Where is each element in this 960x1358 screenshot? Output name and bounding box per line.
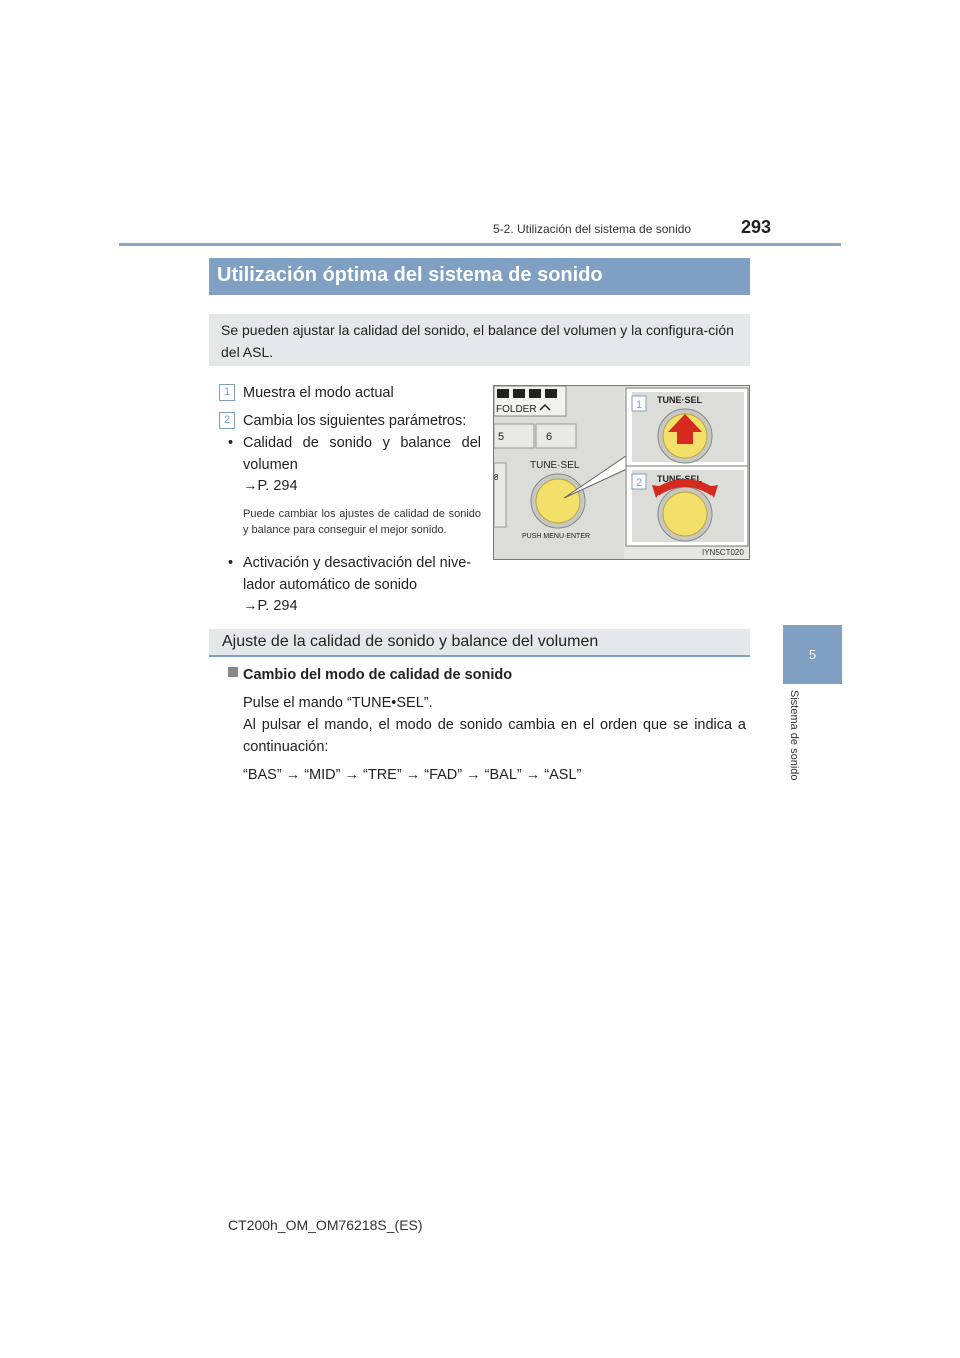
bullet-marker: • [228, 555, 234, 571]
bullet-text-2: Activación y desactivación del nive-lador automático de sonido [243, 555, 472, 593]
knob [536, 479, 580, 523]
topic-heading: Cambio del modo de calidad de sonido [243, 667, 513, 683]
square-bullet-icon [228, 667, 238, 677]
folder-label: FOLDER [496, 404, 537, 415]
chapter-tab [783, 625, 842, 684]
push-label: PUSH MENU·ENTER [522, 533, 591, 540]
subsection-title: Ajuste de la calidad de sonido y balance del volumen [209, 629, 750, 657]
preset-left-label: 8 [494, 473, 499, 482]
item-number-1: 1 [219, 384, 235, 401]
callout-number-1: 1 [636, 399, 643, 411]
mode-sequence: “BAS” → “MID” → “TRE” → “FAD” → “BAL” → “ASL” [243, 767, 582, 783]
footer-code: CT200h_OM_OM76218S_(ES) [228, 1217, 423, 1233]
callout-label-2: TUNE·SEL [657, 474, 702, 484]
intro-box [209, 314, 750, 366]
preset-button [536, 424, 576, 448]
display-segment [529, 389, 541, 398]
section-title: Utilización óptima del sistema de sonido [209, 258, 750, 295]
preset-6-label: 6 [546, 431, 553, 443]
display-segment [497, 389, 509, 398]
bullet-note-1: Puede cambiar los ajustes de calidad de sonido y balance para conseguir el mejor sonido. [243, 508, 481, 536]
topic-line-1: Pulse el mando “TUNE•SEL”. [243, 695, 433, 711]
preset-5-label: 5 [498, 431, 505, 443]
chapter-number: 5 [808, 647, 817, 662]
bullet-marker: • [228, 435, 234, 451]
intro-text: Se pueden ajustar la calidad del sonido, el balance del volumen y la configura-ción del ASL. [221, 322, 734, 360]
figure-code: IYN5CT020 [702, 548, 744, 557]
running-header-section: 5-2. Utilización del sistema de sonido [493, 222, 692, 236]
item-text-1: Muestra el modo actual [243, 385, 394, 401]
bullet-ref-2: →P. 294 [243, 598, 298, 614]
bullet-text-1: Calidad de sonido y balance del volumen [243, 435, 481, 473]
display-segment [545, 389, 557, 398]
callout-label-1: TUNE·SEL [657, 395, 702, 405]
zoom-knob-2 [663, 492, 707, 536]
illustration-tune-sel-knob [493, 385, 750, 560]
chapter-label: Sistema de sonido [788, 690, 800, 781]
page-number: 293 [741, 217, 772, 237]
callout-number-2: 2 [636, 477, 643, 489]
item-number-2: 2 [219, 412, 235, 429]
item-text-2: Cambia los siguientes parámetros: [243, 413, 467, 429]
knob-label: TUNE·SEL [530, 460, 580, 471]
bullet-ref-1: →P. 294 [243, 478, 298, 494]
topic-line-2: Al pulsar el mando, el modo de sonido cambia en el orden que se indica a continuación: [243, 717, 746, 755]
header-rule [119, 243, 841, 246]
knob-illustration [494, 386, 750, 560]
display-segment [513, 389, 525, 398]
